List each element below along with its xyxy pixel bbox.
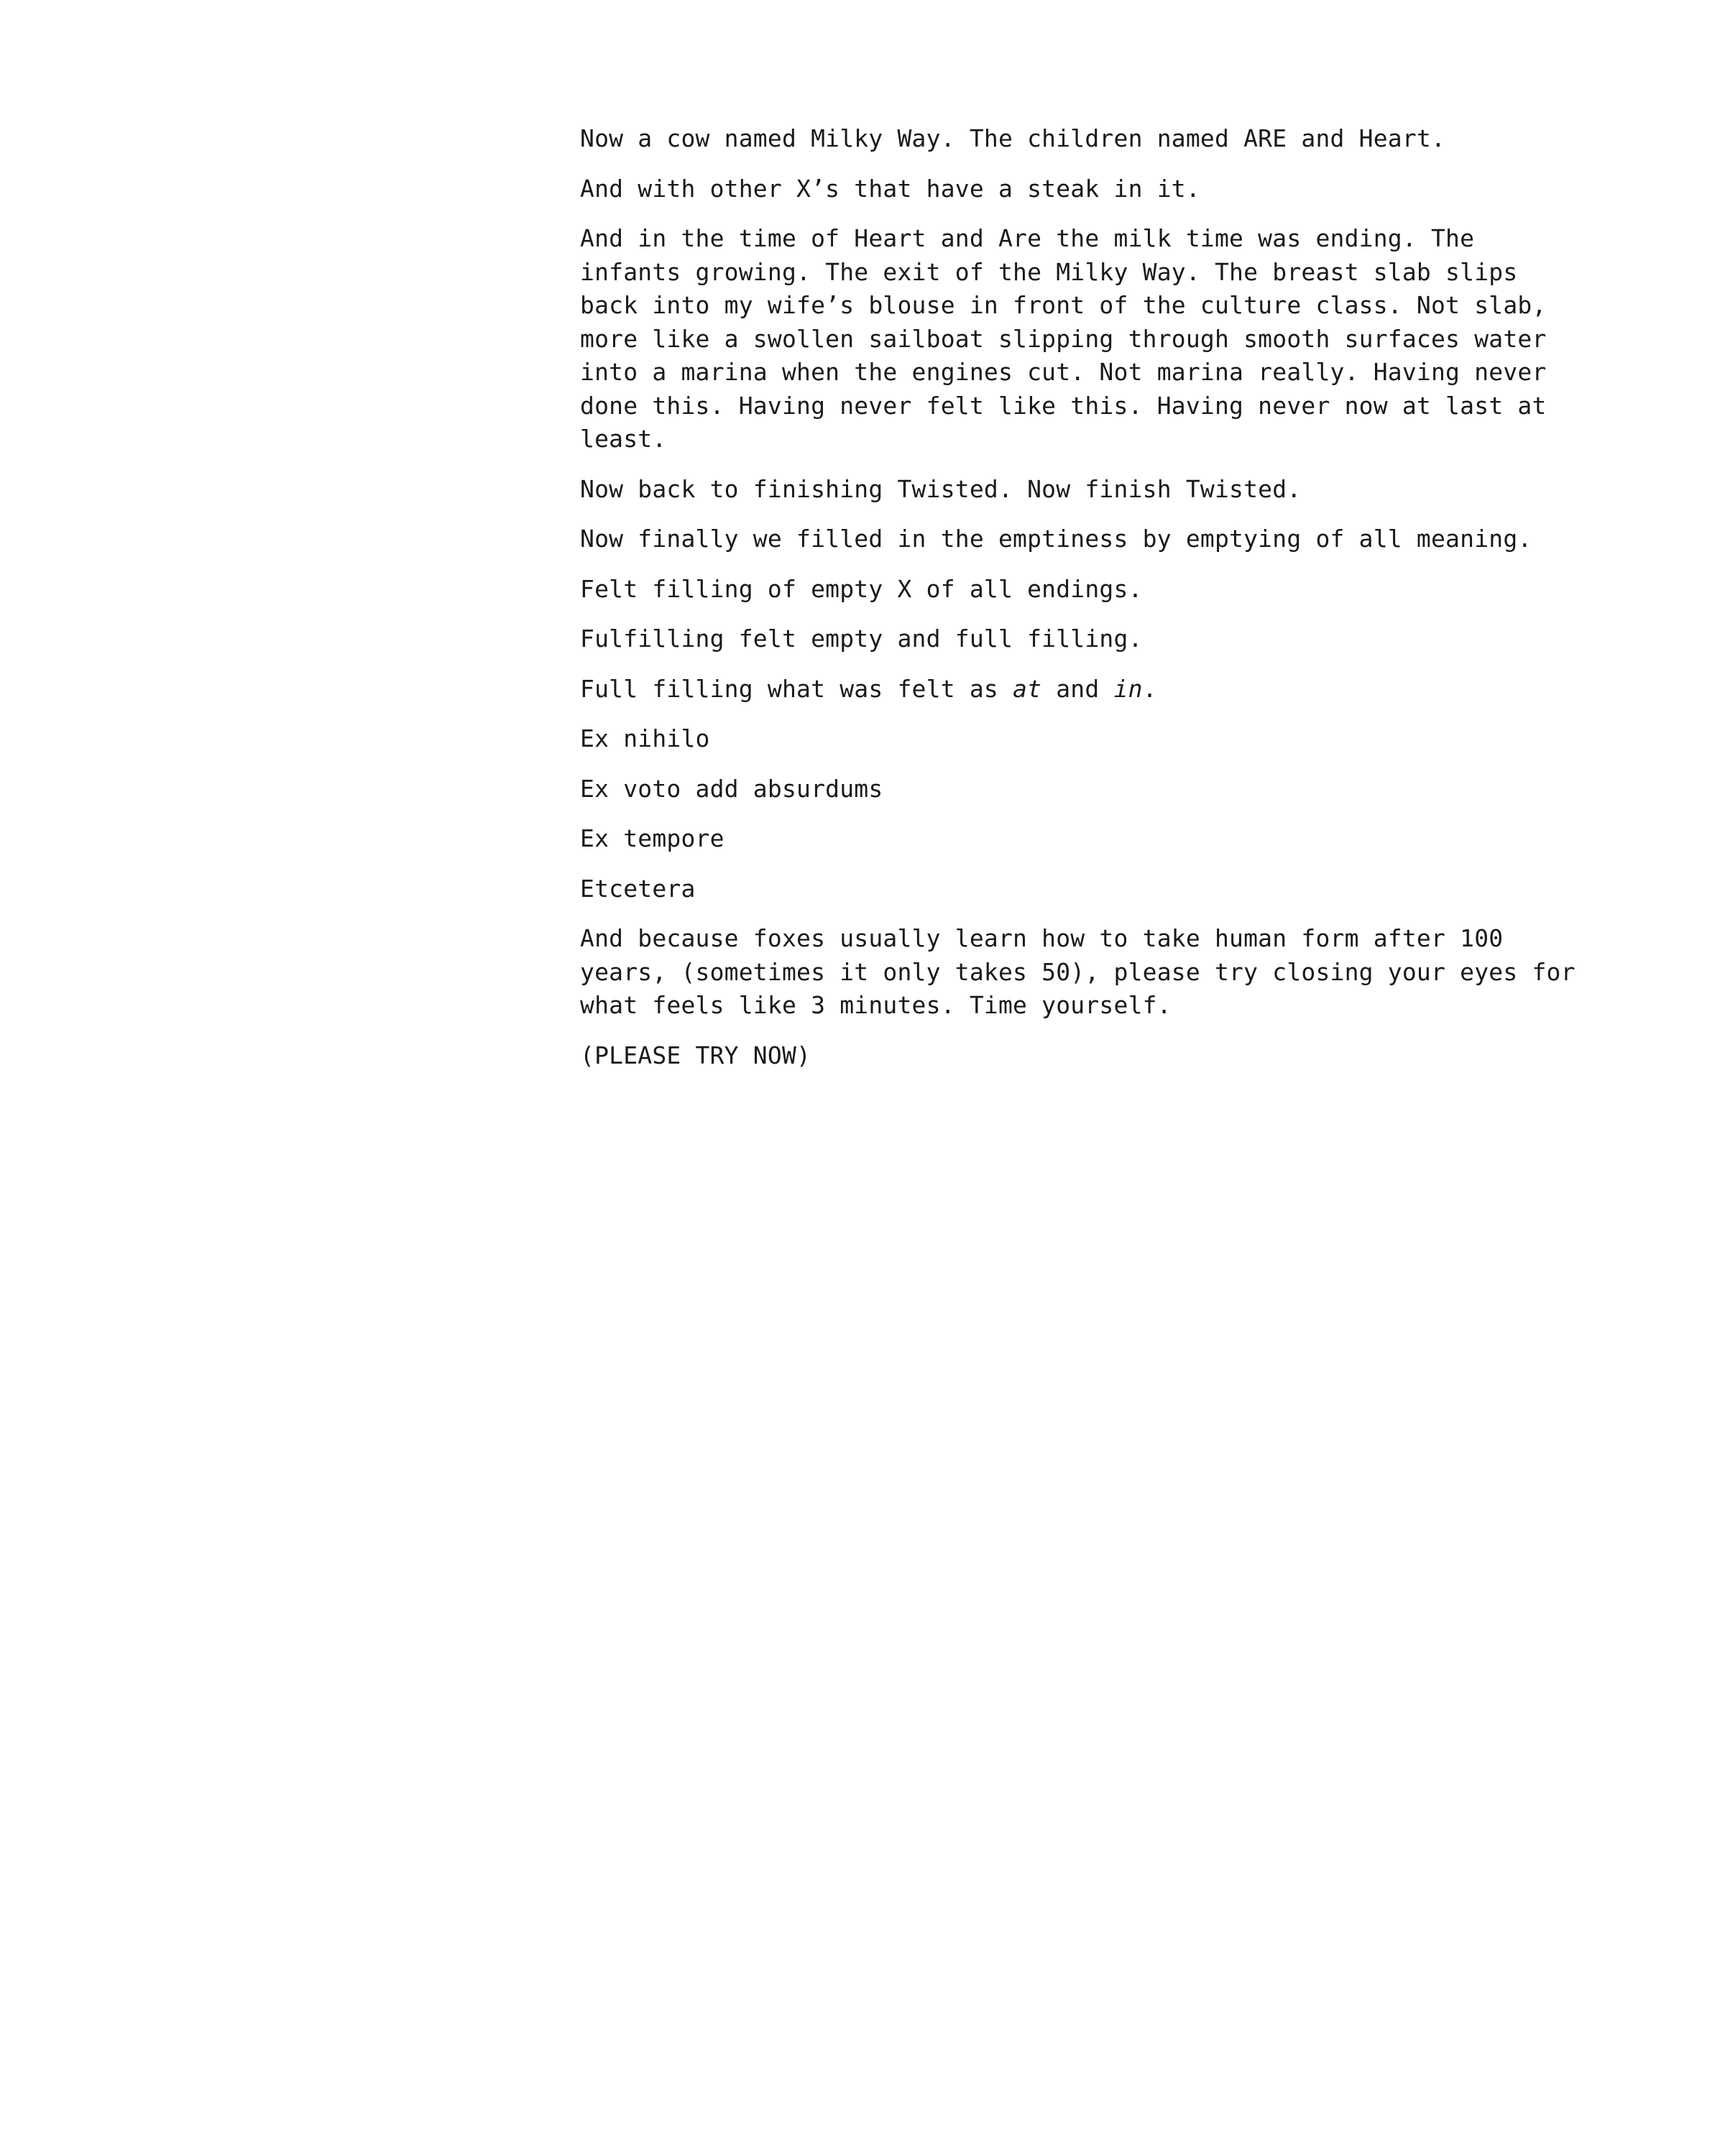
full-filling-text-after: . — [1142, 674, 1157, 703]
latin-line-ex-nihilo: Ex nihilo — [580, 724, 710, 752]
paragraph-milk-time-ending: And in the time of Heart and Are the milk time was ending. The infants growing. The exit of the Milky Way. The breast slab slips back into my wife’s blouse in front of the culture class. Not slab, more like a swollen sailboat slipping through smooth surfaces water into a marina when the engines cut. Not marina really. Having never done this. Having never felt like this. Having never now at last at least. — [580, 224, 1547, 453]
paragraph-foxes-human-form: And because foxes usually learn how to take human form after 100 years, (sometimes it only takes 50), please try closing your eyes for what feels like 3 minutes. Time yourself. — [580, 924, 1576, 1019]
paragraph-felt-filling: Felt filling of empty X of all endings. — [580, 574, 1143, 603]
poem-text-column — [580, 122, 1586, 1089]
paragraph-fulfilling: Fulfilling felt empty and full filling. — [580, 625, 1143, 653]
paragraph-other-xs: And with other X’s that have a steak in it. — [580, 174, 1200, 203]
paragraph-full-filling — [580, 673, 1586, 706]
final-line-please-try-now: (PLEASE TRY NOW) — [580, 1041, 811, 1069]
italic-word-in: in — [1113, 674, 1143, 703]
full-filling-text-before: Full filling what was felt as — [580, 674, 1013, 703]
latin-line-etcetera: Etcetera — [580, 874, 696, 903]
full-filling-text-middle: and — [1041, 674, 1114, 703]
latin-line-ex-voto: Ex voto add absurdums — [580, 774, 883, 803]
latin-line-ex-tempore: Ex tempore — [580, 824, 724, 852]
paragraph-cow-named-milky-way: Now a cow named Milky Way. The children named ARE and Heart. — [580, 124, 1446, 152]
paragraph-filled-emptiness: Now finally we filled in the emptiness by emptying of all meaning. — [580, 525, 1532, 553]
paragraph-finishing-twisted: Now back to finishing Twisted. Now finish Twisted. — [580, 474, 1302, 503]
italic-word-at: at — [1013, 674, 1042, 703]
